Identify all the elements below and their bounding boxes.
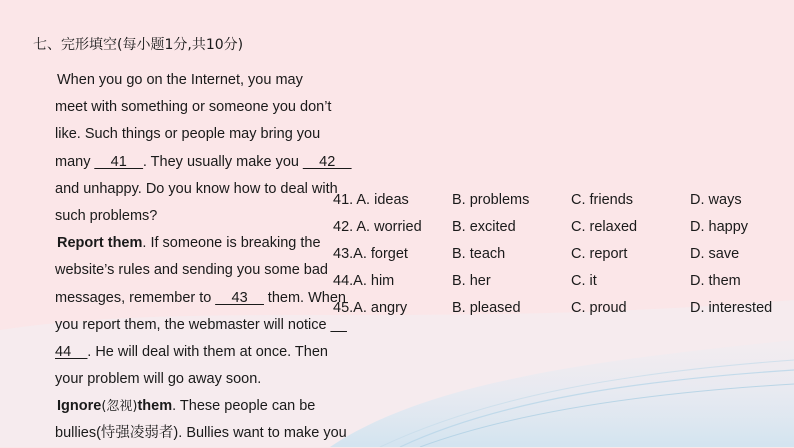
- option-44-b: B. her: [452, 273, 491, 289]
- passage-text: messages, remember to: [55, 289, 216, 306]
- option-42-a: 42. A. worried: [333, 219, 422, 235]
- blank-44-end: 44__: [55, 343, 88, 360]
- passage-text: When you go on the Internet, you may: [57, 72, 303, 88]
- passage-line: [55, 257, 332, 284]
- passage-text: . He will deal with them at once. Then: [87, 343, 328, 360]
- passage-line: [57, 230, 332, 257]
- option-42-c: C. relaxed: [571, 219, 638, 235]
- option-45-d: D. interested: [690, 300, 773, 316]
- cloze-passage: [55, 67, 352, 448]
- option-45-a: 45.A. angry: [333, 300, 408, 316]
- passage-line: [57, 393, 332, 420]
- passage-text: website’s rules and sending you some bad: [55, 262, 328, 279]
- passage-text: meet with something or someone you don’t: [55, 99, 332, 116]
- passage-line: [55, 366, 332, 393]
- passage-text: and unhappy. Do you know how to deal with: [55, 180, 338, 197]
- option-41-a: 41. A. ideas: [333, 192, 409, 208]
- passage-line: [55, 149, 352, 176]
- passage-text: (忽视): [101, 399, 138, 415]
- option-41-c: C. friends: [571, 192, 634, 208]
- passage-text: like. Such things or people may bring you: [55, 126, 321, 143]
- passage-line: [55, 339, 332, 366]
- blank-43: __43__: [215, 289, 264, 306]
- passage-line: [57, 67, 332, 94]
- option-42-b: B. excited: [452, 219, 516, 235]
- passage-text: you report them, the webmaster will notice: [55, 316, 331, 333]
- section-heading: 七、完形填空(每小题1分,共10分): [33, 37, 244, 53]
- option-41-b: B. problems: [452, 192, 530, 208]
- option-43-a: 43.A. forget: [333, 246, 408, 262]
- option-44-c: C. it: [571, 273, 597, 289]
- blank-41: __41__: [94, 153, 143, 170]
- passage-line: [55, 94, 332, 121]
- blank-44-start: __: [330, 316, 347, 333]
- option-44-a: 44.A. him: [333, 273, 395, 289]
- option-43-b: B. teach: [452, 246, 506, 262]
- passage-text: many: [55, 153, 95, 170]
- passage-text: such problems?: [55, 207, 158, 224]
- option-43-d: D. save: [690, 246, 740, 262]
- passage-text: . These people can be: [172, 398, 316, 415]
- passage-line: [55, 121, 332, 148]
- option-42-d: D. happy: [690, 219, 749, 235]
- passage-bold-text: Report them: [57, 235, 143, 252]
- passage-line: [55, 176, 338, 203]
- option-41-d: D. ways: [690, 192, 742, 208]
- passage-text: them. When: [263, 289, 346, 306]
- passage-line: [55, 312, 347, 339]
- blank-42: __42__: [303, 153, 352, 170]
- passage-line: [55, 203, 332, 230]
- option-45-c: C. proud: [571, 300, 627, 316]
- option-45-b: B. pleased: [452, 300, 521, 316]
- passage-bold-text: Ignore: [57, 398, 102, 415]
- passage-text: your problem will go away soon.: [55, 371, 262, 388]
- passage-line: [55, 285, 346, 312]
- passage-text: bullies(恃强凌弱者). Bullies want to make you: [55, 425, 347, 442]
- passage-line: [55, 420, 347, 447]
- passage-bold-text: them: [137, 398, 173, 415]
- option-43-c: C. report: [571, 246, 628, 262]
- passage-text: . If someone is breaking the: [142, 235, 321, 252]
- passage-text: . They usually make you: [142, 153, 304, 170]
- option-44-d: D. them: [690, 273, 741, 289]
